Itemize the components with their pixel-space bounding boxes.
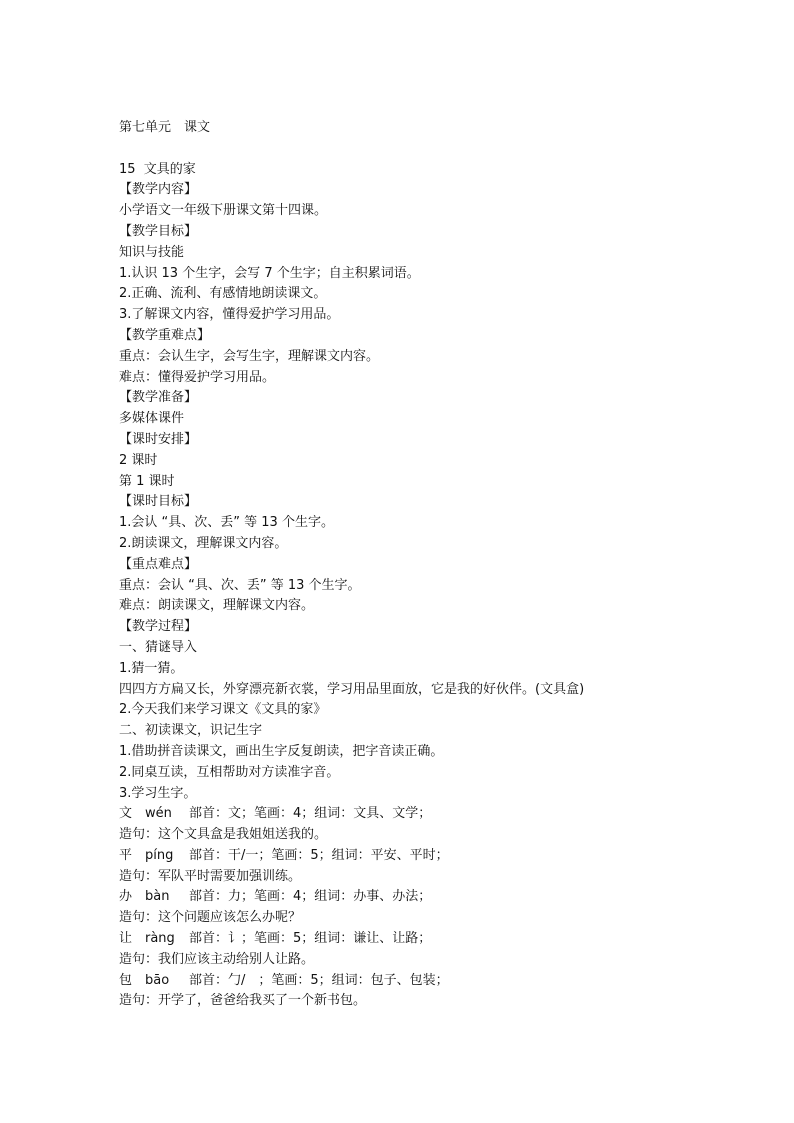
char-entry-rang	[119, 929, 679, 950]
char-pinyin: bāo	[145, 972, 170, 988]
char-info: 部首：干/一；笔画：5；组词：平安、平时；	[189, 847, 449, 863]
char-pinyin: ràng	[145, 931, 175, 947]
char-pinyin: bàn	[145, 889, 170, 905]
riddle-step-2: 2.今天我们来学习课文《文具的家》	[119, 702, 327, 718]
schedule-text: 2 课时	[119, 452, 158, 468]
key-point-text: 重点：会认生字，会写生字，理解课文内容。	[119, 348, 380, 364]
goal-item-2: 2.正确、流利、有感情地朗读课文。	[119, 286, 327, 302]
char-sentence-bao: 造句：开学了，爸爸给我买了一个新书包。	[119, 993, 367, 1009]
section-heading-preparation: 【教学准备】	[119, 390, 198, 406]
char-pinyin: píng	[145, 847, 174, 863]
preparation-text: 多媒体课件	[119, 411, 185, 427]
goal-item-1: 1.认识 13 个生字，会写 7 个生字；自主积累词语。	[119, 265, 420, 281]
char-glyph: 让	[119, 931, 133, 947]
section-heading-content: 【教学内容】	[119, 182, 198, 198]
period-goal-2: 2.朗读课文，理解课文内容。	[119, 535, 288, 551]
lesson-plan-body	[119, 118, 679, 1012]
focus-difficulty-text: 难点：朗读课文，理解课文内容。	[119, 598, 315, 614]
char-info: 部首：文；笔画：4；组词：文具、文学；	[189, 806, 432, 822]
period-title: 第 1 课时	[119, 473, 175, 489]
char-sentence-ban: 造句：这个问题应该怎么办呢？	[119, 910, 302, 926]
section-heading-focus: 【重点难点】	[119, 556, 198, 572]
subheading-knowledge: 知识与技能	[119, 244, 185, 260]
char-glyph: 办	[119, 889, 133, 905]
section-heading-period-goals: 【课时目标】	[119, 494, 198, 510]
char-info: 部首：勹/ ；笔画：5；组词：包子、包装；	[189, 972, 449, 988]
reading-step-3: 3.学习生字。	[119, 785, 197, 801]
step-heading-reading: 二、初读课文，识记生字	[119, 723, 263, 739]
focus-key-text: 重点：会认 “具、次、丢” 等 13 个生字。	[119, 577, 361, 593]
section-heading-schedule: 【课时安排】	[119, 431, 198, 447]
char-sentence-rang: 造句：我们应该主动给别人让路。	[119, 951, 315, 967]
char-entry-ban	[119, 887, 679, 908]
riddle-text: 四四方方扁又长，外穿漂亮新衣裳，学习用品里面放，它是我的好伙伴。(文具盒)	[119, 681, 585, 697]
lesson-title: 15 文具的家	[119, 161, 196, 177]
step-heading-riddle: 一、猜谜导入	[119, 639, 198, 655]
reading-step-1: 1.借助拼音读课文，画出生字反复朗读，把字音读正确。	[119, 743, 444, 759]
section-heading-key-points: 【教学重难点】	[119, 327, 211, 343]
char-pinyin: wén	[145, 806, 172, 822]
difficulty-text: 难点：懂得爱护学习用品。	[119, 369, 276, 385]
char-sentence-wen: 造句：这个文具盒是我姐姐送我的。	[119, 827, 328, 843]
section-heading-process: 【教学过程】	[119, 619, 198, 635]
content-text: 小学语文一年级下册课文第十四课。	[119, 203, 328, 219]
reading-step-2: 2.同桌互读，互相帮助对方读准字音。	[119, 764, 340, 780]
section-heading-goals: 【教学目标】	[119, 223, 198, 239]
char-glyph: 平	[119, 847, 133, 863]
goal-item-3: 3.了解课文内容，懂得爱护学习用品。	[119, 307, 340, 323]
char-entry-ping	[119, 846, 679, 867]
riddle-step-1: 1.猜一猜。	[119, 660, 184, 676]
period-goal-1: 1.会认 “具、次、丢” 等 13 个生字。	[119, 515, 334, 531]
char-info: 部首：讠；笔画：5；组词：谦让、让路；	[189, 931, 432, 947]
char-glyph: 包	[119, 972, 133, 988]
unit-title: 第七单元 课文	[119, 120, 211, 135]
char-sentence-ping: 造句：军队平时需要加强训练。	[119, 868, 302, 884]
char-info: 部首：力；笔画：4；组词：办事、办法；	[189, 889, 432, 905]
char-glyph: 文	[119, 806, 133, 822]
char-entry-wen	[119, 804, 679, 825]
char-entry-bao	[119, 971, 679, 992]
